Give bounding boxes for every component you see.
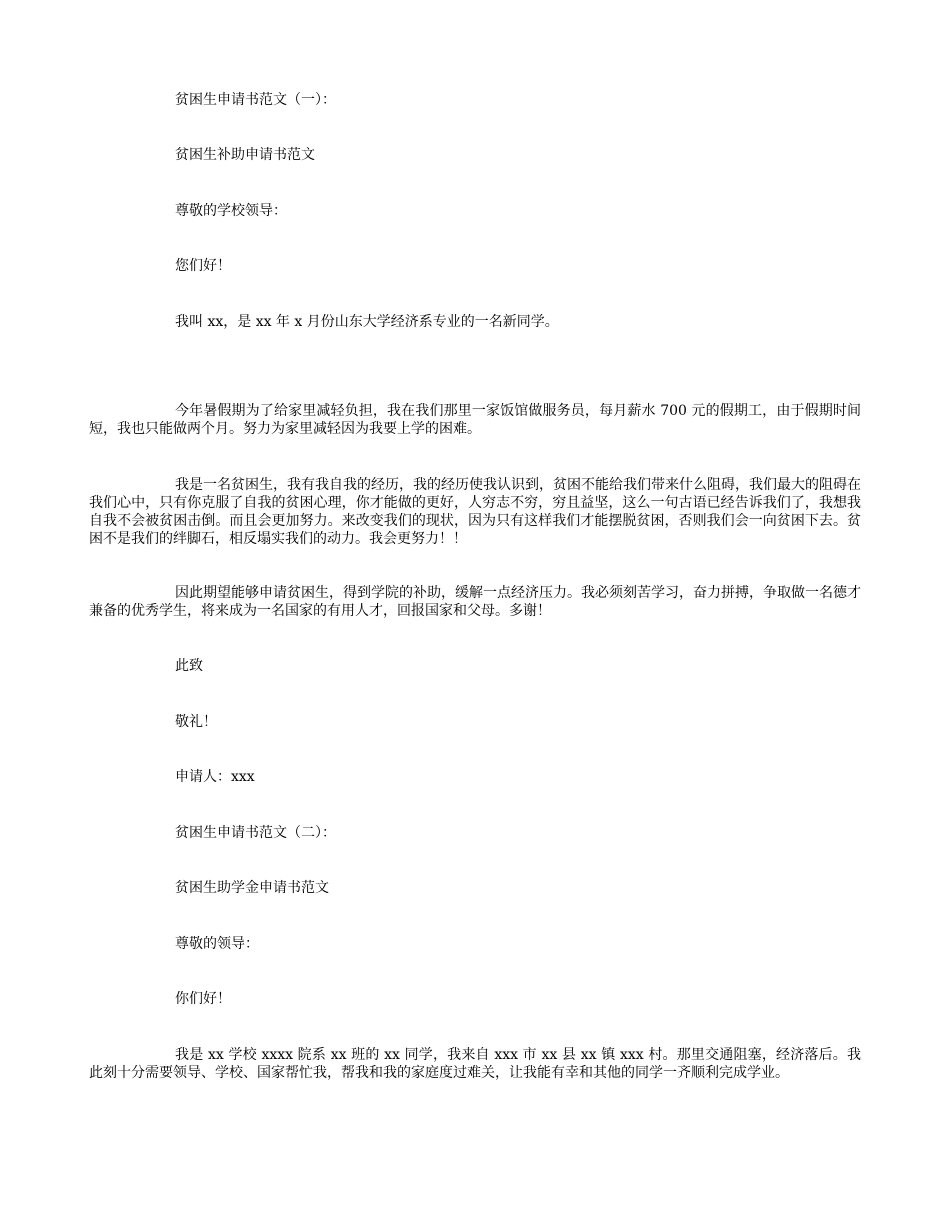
paragraph-overcoming-poverty: 我是一名贫困生，我有我自我的经历，我的经历使我认识到，贫困不能给我们带来什么阻碍，我们最大的阻碍在我们心中，只有你克服了自我的贫困心理，你才能做的更好，人穷志不穷，穷且益坚，这么一句古语已经告诉我们了，我想我自我不会被贫困击倒。而且会更加努力。来改变我们的现状，因为只有这样我们才能摆脱贫困，否则我们会一向贫困下去。贫困不是我们的绊脚石，相反塌实我们的动力。我会更努力！！ xyxy=(89,477,861,547)
closing-cizhi: 此致 xyxy=(175,658,203,674)
salutation-school-leaders: 尊敬的学校领导： xyxy=(175,203,287,219)
greeting-one: 您们好！ xyxy=(175,258,231,274)
closing-jingli: 敬礼！ xyxy=(175,714,217,730)
heading-sample-two: 贫困生申请书范文（二）： xyxy=(175,825,336,841)
salutation-leaders: 尊敬的领导： xyxy=(175,936,259,952)
title-grant-application: 贫困生助学金申请书范文 xyxy=(175,880,329,896)
title-subsidy-application: 贫困生补助申请书范文 xyxy=(175,147,315,163)
heading-sample-one: 贫困生申请书范文（一）： xyxy=(175,92,336,108)
paragraph-request: 因此期望能够申请贫困生，得到学院的补助，缓解一点经济压力。我必须刻苦学习，奋力拼搏，争取做一名德才兼备的优秀学生，将来成为一名国家的有用人才，回报国家和父母。多谢！ xyxy=(89,585,861,619)
paragraph-student-background: 我是 xx 学校 xxxx 院系 xx 班的 xx 同学，我来自 xxx 市 xx 县 xx 镇 xxx 村。那里交通阻塞，经济落后。我此刻十分需要领导、学校、国家帮忙我，帮我和我的家庭度过难关，让我能有幸和其他的同学一齐顺利完成学业。 xyxy=(89,1047,861,1081)
self-introduction: 我叫 xx，是 xx 年 x 月份山东大学经济系专业的一名新同学。 xyxy=(175,314,559,330)
greeting-two: 你们好！ xyxy=(175,991,231,1007)
applicant-signature: 申请人：xxx xyxy=(175,769,255,785)
paragraph-summer-job: 今年暑假期为了给家里减轻负担，我在我们那里一家饭馆做服务员，每月薪水 700 元的假期工，由于假期时间短，我也只能做两个月。努力为家里减轻因为我要上学的困难。 xyxy=(89,403,861,437)
